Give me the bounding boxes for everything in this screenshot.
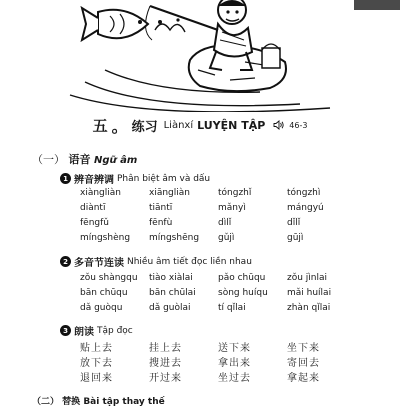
grid-row — [80, 200, 356, 215]
grid-row — [80, 215, 356, 230]
grid-cell: fēnfù — [149, 217, 173, 228]
subsection-number: 2 — [60, 256, 71, 267]
grid-cell: xiāngliàn — [149, 187, 190, 198]
pinyin-grid-1 — [80, 185, 356, 245]
section-title-vn: Bài tập thay thế — [83, 397, 165, 407]
subsection-reading-heading — [60, 323, 133, 338]
grid-cell: bān chūqu — [80, 287, 128, 298]
grid-row — [80, 300, 356, 315]
grid-cell: míngshēng — [149, 232, 200, 243]
grid-cell: 拿起来 — [287, 373, 320, 384]
grid-row — [80, 230, 356, 245]
section-substitution-heading — [32, 394, 165, 407]
grid-cell: tiāntī — [149, 202, 173, 213]
hanzi-grid — [80, 339, 356, 384]
grid-cell: xiàngliàn — [80, 187, 121, 198]
subsection-number: 1 — [60, 173, 71, 184]
grid-cell: tóngzhǐ — [218, 187, 252, 198]
grid-cell: sòng huíqu — [218, 287, 268, 298]
grid-cell: zhàn qǐlai — [287, 302, 331, 313]
subsection-title-vn: Nhiều âm tiết đọc liền nhau — [127, 256, 252, 267]
section-title-zh: 语音 — [68, 153, 91, 166]
grid-cell: dǎ guòqu — [80, 302, 123, 313]
grid-cell: gǔjì — [218, 232, 235, 243]
section-title-vn: Ngữ âm — [94, 155, 138, 166]
subsection-title-zh: 朗读 — [74, 327, 94, 338]
lesson-title-pinyin: Liànxí — [163, 119, 194, 131]
grid-cell: 拿出来 — [218, 358, 251, 369]
grid-cell: tiào xiàlai — [149, 272, 193, 283]
subsection-number: 3 — [60, 325, 71, 336]
grid-cell: tóngzhì — [287, 187, 321, 198]
grid-cell: 搜进去 — [149, 358, 182, 369]
grid-cell: dǐlǐ — [287, 217, 301, 228]
subsection-title-vn: Phân biệt âm và dấu — [117, 173, 211, 184]
section-label: （一） — [32, 153, 65, 166]
grid-cell: 送下来 — [218, 343, 251, 354]
subsection-linking-heading — [60, 254, 252, 269]
grid-cell: 放下去 — [80, 358, 113, 369]
section-phonetics-heading — [32, 151, 137, 167]
lesson-title-zh: 练习 — [131, 119, 158, 135]
grid-cell: 开过来 — [149, 373, 182, 384]
grid-cell: 贴上去 — [80, 343, 113, 354]
subsection-title-zh: 多音节连读 — [74, 258, 124, 269]
grid-row — [80, 339, 356, 354]
grid-cell: bān chūlai — [149, 287, 196, 298]
audio-speaker-icon[interactable] — [273, 120, 285, 130]
audio-track-code: 46-3 — [289, 120, 308, 130]
lesson-title-vn: LUYỆN TẬP — [197, 118, 266, 132]
grid-cell: mǎnyì — [218, 202, 246, 213]
subsection-title-zh: 辨音辨调 — [74, 175, 114, 186]
grid-cell: tí qǐlai — [218, 302, 246, 313]
grid-cell: mǎi huílai — [287, 287, 332, 298]
lesson-number: 五 — [92, 116, 108, 135]
grid-cell: míngshèng — [80, 232, 131, 243]
grid-row — [80, 185, 356, 200]
grid-cell: 坐下来 — [287, 343, 320, 354]
grid-cell: 坐过去 — [218, 373, 251, 384]
lesson-separator: 。 — [111, 116, 128, 136]
grid-cell: 退回来 — [80, 373, 113, 384]
grid-row — [80, 369, 356, 384]
subsection-tone-heading — [60, 171, 210, 186]
grid-row — [80, 354, 356, 369]
grid-cell: pǎo chūqu — [218, 272, 266, 283]
lesson-header — [0, 116, 400, 134]
section-title-zh: 替换 — [62, 397, 81, 407]
grid-cell: 寄回去 — [287, 358, 320, 369]
grid-cell: fēngfǔ — [80, 217, 109, 228]
grid-cell: zǒu shàngqu — [80, 272, 138, 283]
grid-cell: mángyú — [287, 202, 324, 213]
grid-cell: dǎ guòlai — [149, 302, 191, 313]
grid-cell: 挂上去 — [149, 343, 182, 354]
subsection-title-vn: Tập đọc — [97, 325, 133, 336]
pinyin-grid-2 — [80, 270, 356, 315]
grid-row — [80, 270, 356, 285]
grid-cell: diàntī — [80, 202, 106, 213]
grid-cell: dìlǐ — [218, 217, 232, 228]
grid-cell: zǒu jìnlai — [287, 272, 328, 283]
grid-row — [80, 285, 356, 300]
grid-cell: gūjì — [287, 232, 304, 243]
section-label: （二） — [32, 397, 60, 407]
fishing-cartoon-illustration — [0, 0, 400, 112]
